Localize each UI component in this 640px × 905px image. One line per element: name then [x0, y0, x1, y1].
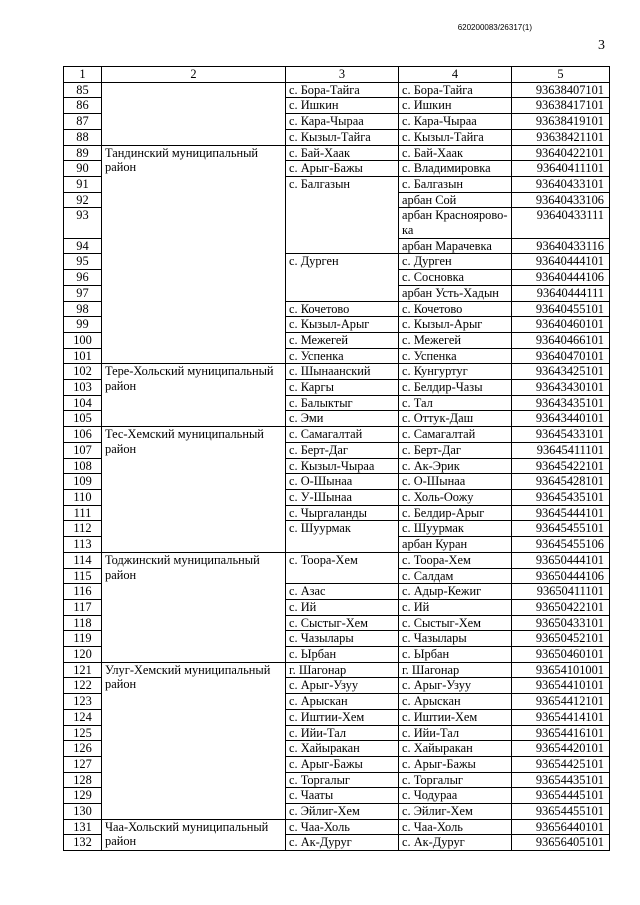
oktmo-code-cell: 93650411101: [512, 584, 610, 600]
oktmo-code-cell: 93640455101: [512, 301, 610, 317]
settlement-cell: с. Шуурмак: [399, 521, 512, 537]
row-number: 98: [64, 301, 102, 317]
district-cell: [102, 82, 286, 145]
settlement-cell: с. Сыстыг-Хем: [399, 615, 512, 631]
row-number: 85: [64, 82, 102, 98]
row-number: 107: [64, 442, 102, 458]
district-cell: Чаа-Хольский муниципальный район: [102, 819, 286, 850]
row-number: 112: [64, 521, 102, 537]
document-code: 620200083/26317(1): [457, 23, 532, 32]
row-number: 93: [64, 208, 102, 238]
municipality-cell: с. Кара-Чыраа: [286, 114, 399, 130]
settlement-cell: с. Дурген: [399, 254, 512, 270]
row-number: 118: [64, 615, 102, 631]
table-row: [64, 145, 610, 161]
oktmo-code-cell: 93638407101: [512, 82, 610, 98]
municipality-cell: с. Чааты: [286, 788, 399, 804]
municipality-cell: с. О-Шынаа: [286, 474, 399, 490]
row-number: 115: [64, 568, 102, 584]
row-number: 99: [64, 317, 102, 333]
row-number: 88: [64, 129, 102, 145]
settlement-cell: с. Кара-Чыраа: [399, 114, 512, 130]
settlement-cell: с. Арыскан: [399, 694, 512, 710]
municipality-cell: с. Кызыл-Арыг: [286, 317, 399, 333]
row-number: 110: [64, 489, 102, 505]
row-number: 106: [64, 427, 102, 443]
municipality-cell: с. Чазылары: [286, 631, 399, 647]
settlement-cell: арбан Усть-Хадын: [399, 285, 512, 301]
settlement-cell: с. Чаа-Холь: [399, 819, 512, 835]
municipality-cell: с. Балгазын: [286, 176, 399, 254]
oktmo-code-cell: 93645435101: [512, 489, 610, 505]
settlement-cell: с. Оттук-Даш: [399, 411, 512, 427]
oktmo-code-cell: 93643430101: [512, 380, 610, 396]
row-number: 108: [64, 458, 102, 474]
row-number: 114: [64, 552, 102, 568]
settlement-cell: с. Арыг-Бажы: [399, 756, 512, 772]
municipality-cell: с. Арыг-Узуу: [286, 678, 399, 694]
settlement-cell: с. Кызыл-Арыг: [399, 317, 512, 333]
settlement-cell: арбан Куран: [399, 537, 512, 553]
oktmo-code-cell: 93654420101: [512, 741, 610, 757]
row-number: 91: [64, 176, 102, 192]
row-number: 96: [64, 270, 102, 286]
row-number: 105: [64, 411, 102, 427]
row-number: 103: [64, 380, 102, 396]
oktmo-code-cell: 93654425101: [512, 756, 610, 772]
table-row: [64, 819, 610, 835]
row-number: 119: [64, 631, 102, 647]
row-number: 95: [64, 254, 102, 270]
municipality-cell: с. Ишкин: [286, 98, 399, 114]
settlement-cell: с. Холь-Оожу: [399, 489, 512, 505]
table-row: [64, 427, 610, 443]
oktmo-code-cell: 93640422101: [512, 145, 610, 161]
oktmo-code-cell: 93640433111: [512, 208, 610, 238]
municipality-cell: с. Берт-Даг: [286, 442, 399, 458]
settlement-cell: арбан Марачевка: [399, 238, 512, 254]
oktmo-code-cell: 93638421101: [512, 129, 610, 145]
row-number: 129: [64, 788, 102, 804]
oktmo-code-cell: 93654410101: [512, 678, 610, 694]
oktmo-code-cell: 93650433101: [512, 615, 610, 631]
settlement-cell: с. Кызыл-Тайга: [399, 129, 512, 145]
settlement-cell: с. Межегей: [399, 332, 512, 348]
row-number: 121: [64, 662, 102, 678]
oktmo-code-cell: 93654455101: [512, 804, 610, 820]
settlement-cell: с. Хайыракан: [399, 741, 512, 757]
municipality-cell: с. Кочетово: [286, 301, 399, 317]
col-header-2: 2: [102, 67, 286, 83]
municipality-cell: с. Успенка: [286, 348, 399, 364]
municipality-cell: с. Арыг-Бажы: [286, 161, 399, 177]
settlements-table: [63, 66, 610, 851]
municipality-cell: с. Самагалтай: [286, 427, 399, 443]
row-number: 125: [64, 725, 102, 741]
row-number: 117: [64, 599, 102, 615]
row-number: 86: [64, 98, 102, 114]
oktmo-code-cell: 93640411101: [512, 161, 610, 177]
settlement-cell: с. Белдир-Чазы: [399, 380, 512, 396]
row-number: 131: [64, 819, 102, 835]
oktmo-code-cell: 93654414101: [512, 709, 610, 725]
municipality-cell: с. Эйлиг-Хем: [286, 804, 399, 820]
row-number: 116: [64, 584, 102, 600]
municipality-cell: с. Каргы: [286, 380, 399, 396]
municipality-cell: с. Арыг-Бажы: [286, 756, 399, 772]
oktmo-code-cell: 93645455106: [512, 537, 610, 553]
municipality-cell: с. Чаа-Холь: [286, 819, 399, 835]
municipality-cell: с. Иштии-Хем: [286, 709, 399, 725]
settlement-cell: арбан Сой: [399, 192, 512, 208]
municipality-cell: с. Шуурмак: [286, 521, 399, 552]
municipality-cell: с. Бора-Тайга: [286, 82, 399, 98]
settlement-cell: с. Ак-Дуруг: [399, 835, 512, 851]
oktmo-code-cell: 93650460101: [512, 647, 610, 663]
municipality-cell: с. Хайыракан: [286, 741, 399, 757]
oktmo-code-cell: 93650422101: [512, 599, 610, 615]
district-cell: Тандинский муниципальный район: [102, 145, 286, 364]
settlement-cell: арбан Красноярово-ка: [399, 208, 512, 238]
oktmo-code-cell: 93656405101: [512, 835, 610, 851]
municipality-cell: с. Чыргаланды: [286, 505, 399, 521]
settlement-cell: с. Берт-Даг: [399, 442, 512, 458]
settlement-cell: г. Шагонар: [399, 662, 512, 678]
settlement-cell: с. Бай-Хаак: [399, 145, 512, 161]
oktmo-code-cell: 93650452101: [512, 631, 610, 647]
row-number: 97: [64, 285, 102, 301]
col-header-4: 4: [399, 67, 512, 83]
settlement-cell: с. Иштии-Хем: [399, 709, 512, 725]
row-number: 123: [64, 694, 102, 710]
col-header-1: 1: [64, 67, 102, 83]
settlement-cell: с. Тал: [399, 395, 512, 411]
municipality-cell: с. Шынаанский: [286, 364, 399, 380]
municipality-cell: с. Азас: [286, 584, 399, 600]
settlement-cell: с. Балгазын: [399, 176, 512, 192]
municipality-cell: с. Балыктыг: [286, 395, 399, 411]
oktmo-code-cell: 93650444106: [512, 568, 610, 584]
oktmo-code-cell: 93645411101: [512, 442, 610, 458]
settlement-cell: с. Адыр-Кежиг: [399, 584, 512, 600]
oktmo-code-cell: 93640444106: [512, 270, 610, 286]
oktmo-code-cell: 93640466101: [512, 332, 610, 348]
oktmo-code-cell: 93643440101: [512, 411, 610, 427]
row-number: 87: [64, 114, 102, 130]
municipality-cell: с. Торгалыг: [286, 772, 399, 788]
col-header-5: 5: [512, 67, 610, 83]
settlement-cell: с. Кочетово: [399, 301, 512, 317]
oktmo-code-cell: 93654435101: [512, 772, 610, 788]
settlement-cell: с. Белдир-Арыг: [399, 505, 512, 521]
settlement-cell: с. Ырбан: [399, 647, 512, 663]
oktmo-code-cell: 93654416101: [512, 725, 610, 741]
row-number: 127: [64, 756, 102, 772]
oktmo-code-cell: 93640470101: [512, 348, 610, 364]
municipality-cell: с. Тоора-Хем: [286, 552, 399, 583]
oktmo-code-cell: 93654445101: [512, 788, 610, 804]
row-number: 132: [64, 835, 102, 851]
row-number: 122: [64, 678, 102, 694]
municipality-cell: с. Кызыл-Чыраа: [286, 458, 399, 474]
settlement-cell: с. О-Шынаа: [399, 474, 512, 490]
settlement-cell: с. Торгалыг: [399, 772, 512, 788]
oktmo-code-cell: 93654412101: [512, 694, 610, 710]
oktmo-code-cell: 93650444101: [512, 552, 610, 568]
district-cell: Тоджинский муниципальный район: [102, 552, 286, 662]
row-number: 128: [64, 772, 102, 788]
table-row: [64, 82, 610, 98]
municipality-cell: с. Ак-Дуруг: [286, 835, 399, 851]
row-number: 90: [64, 161, 102, 177]
oktmo-code-cell: 93645428101: [512, 474, 610, 490]
municipality-cell: с. Межегей: [286, 332, 399, 348]
oktmo-code-cell: 93643435101: [512, 395, 610, 411]
row-number: 124: [64, 709, 102, 725]
page-number: 3: [598, 38, 605, 53]
municipality-cell: с. Ий: [286, 599, 399, 615]
settlement-cell: с. Кунгуртуг: [399, 364, 512, 380]
settlement-cell: с. Салдам: [399, 568, 512, 584]
oktmo-code-cell: 93640433116: [512, 238, 610, 254]
oktmo-code-cell: 93638419101: [512, 114, 610, 130]
table-row: [64, 552, 610, 568]
settlement-cell: с. Чодураа: [399, 788, 512, 804]
row-number: 101: [64, 348, 102, 364]
municipality-cell: с. Ийи-Тал: [286, 725, 399, 741]
row-number: 104: [64, 395, 102, 411]
settlement-cell: с. Чазылары: [399, 631, 512, 647]
settlement-cell: с. Тоора-Хем: [399, 552, 512, 568]
settlement-cell: с. Эйлиг-Хем: [399, 804, 512, 820]
oktmo-code-cell: 93654101001: [512, 662, 610, 678]
municipality-cell: с. Сыстыг-Хем: [286, 615, 399, 631]
oktmo-code-cell: 93640433101: [512, 176, 610, 192]
table-body: [64, 82, 610, 850]
settlement-cell: с. Успенка: [399, 348, 512, 364]
row-number: 100: [64, 332, 102, 348]
col-header-3: 3: [286, 67, 399, 83]
oktmo-code-cell: 93645444101: [512, 505, 610, 521]
district-cell: Тес-Хемский муниципальный район: [102, 427, 286, 553]
oktmo-code-cell: 93645422101: [512, 458, 610, 474]
row-number: 126: [64, 741, 102, 757]
row-number: 111: [64, 505, 102, 521]
settlement-cell: с. Сосновка: [399, 270, 512, 286]
district-cell: Улуг-Хемский муниципальный район: [102, 662, 286, 819]
row-number: 109: [64, 474, 102, 490]
municipality-cell: с. Ырбан: [286, 647, 399, 663]
municipality-cell: с. Эми: [286, 411, 399, 427]
oktmo-code-cell: 93656440101: [512, 819, 610, 835]
settlement-cell: с. Ийи-Тал: [399, 725, 512, 741]
municipality-cell: с. У-Шынаа: [286, 489, 399, 505]
row-number: 102: [64, 364, 102, 380]
oktmo-code-cell: 93645433101: [512, 427, 610, 443]
row-number: 92: [64, 192, 102, 208]
settlement-cell: с. Ак-Эрик: [399, 458, 512, 474]
oktmo-code-cell: 93643425101: [512, 364, 610, 380]
settlement-cell: с. Бора-Тайга: [399, 82, 512, 98]
settlement-cell: с. Самагалтай: [399, 427, 512, 443]
municipality-cell: с. Арыскан: [286, 694, 399, 710]
settlement-cell: с. Арыг-Узуу: [399, 678, 512, 694]
oktmo-code-cell: 93640460101: [512, 317, 610, 333]
row-number: 94: [64, 238, 102, 254]
oktmo-code-cell: 93638417101: [512, 98, 610, 114]
table-row: [64, 364, 610, 380]
municipality-cell: с. Кызыл-Тайга: [286, 129, 399, 145]
oktmo-code-cell: 93640444101: [512, 254, 610, 270]
row-number: 130: [64, 804, 102, 820]
row-number: 113: [64, 537, 102, 553]
district-cell: Тере-Хольский муниципальный район: [102, 364, 286, 427]
row-number: 89: [64, 145, 102, 161]
settlement-cell: с. Ишкин: [399, 98, 512, 114]
row-number: 120: [64, 647, 102, 663]
oktmo-code-cell: 93645455101: [512, 521, 610, 537]
oktmo-code-cell: 93640433106: [512, 192, 610, 208]
header-row: [64, 67, 610, 83]
table-row: [64, 662, 610, 678]
oktmo-code-cell: 93640444111: [512, 285, 610, 301]
municipality-cell: с. Бай-Хаак: [286, 145, 399, 161]
settlement-cell: с. Ий: [399, 599, 512, 615]
municipality-cell: г. Шагонар: [286, 662, 399, 678]
municipality-cell: с. Дурген: [286, 254, 399, 301]
settlement-cell: с. Владимировка: [399, 161, 512, 177]
